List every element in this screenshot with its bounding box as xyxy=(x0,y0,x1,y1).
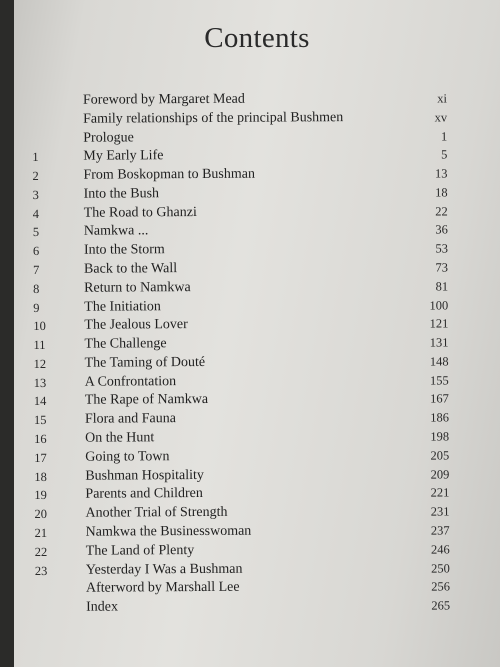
toc-entry xyxy=(15,296,500,317)
toc-entry xyxy=(15,258,500,279)
page-number: 100 xyxy=(429,298,449,313)
chapter-title: A Confrontation xyxy=(84,373,177,390)
chapter-title: Parents and Children xyxy=(85,486,203,503)
toc-entry xyxy=(17,596,500,617)
toc-entry xyxy=(15,315,500,336)
page-number: xi xyxy=(437,91,448,106)
page-number: 22 xyxy=(435,204,448,219)
chapter-title: Return to Namkwa xyxy=(84,279,191,296)
chapter-number: 13 xyxy=(33,375,47,390)
chapter-number: 7 xyxy=(32,262,40,278)
chapter-number: 15 xyxy=(33,413,47,428)
chapter-title: Going to Town xyxy=(85,448,170,465)
page-number: 231 xyxy=(430,504,450,519)
toc-entry xyxy=(16,484,500,505)
chapter-title: The Initiation xyxy=(84,298,161,315)
page-number: 5 xyxy=(441,147,448,162)
chapter-number: 14 xyxy=(33,394,47,409)
chapter-title: The Rape of Namkwa xyxy=(84,392,209,409)
page-number: 205 xyxy=(430,448,450,463)
chapter-number: 22 xyxy=(34,544,48,559)
page-number: 148 xyxy=(429,354,449,369)
page-number: 186 xyxy=(430,410,449,425)
chapter-title: Foreword by Margaret Mead xyxy=(82,91,245,108)
chapter-number: 4 xyxy=(32,206,39,221)
toc-entry xyxy=(16,352,500,373)
page-number: 36 xyxy=(435,222,448,238)
toc-entry xyxy=(16,446,500,467)
page-title: Contents xyxy=(204,22,310,54)
chapter-number: 10 xyxy=(33,319,46,334)
chapter-title: Yesterday I Was a Bushman xyxy=(85,561,243,578)
chapter-title: Into the Bush xyxy=(83,186,160,202)
chapter-title: From Boskopman to Bushman xyxy=(83,166,256,183)
book-page xyxy=(14,0,500,667)
toc-entry xyxy=(14,127,500,148)
chapter-title: Namkwa ... xyxy=(83,223,149,240)
chapter-title: My Early Life xyxy=(83,148,164,165)
chapter-title: The Road to Ghanzi xyxy=(83,204,197,221)
page-number: 1 xyxy=(440,129,448,144)
page-number: 246 xyxy=(430,542,450,557)
chapter-number: 11 xyxy=(33,338,46,353)
chapter-title: Prologue xyxy=(83,129,134,146)
chapter-number: 6 xyxy=(32,244,40,259)
page-number: 250 xyxy=(431,560,450,576)
toc-entry xyxy=(16,390,500,411)
toc-entry xyxy=(15,183,500,204)
toc-entry xyxy=(14,108,500,129)
toc-entry xyxy=(16,408,500,429)
chapter-number: 19 xyxy=(34,488,47,503)
page-number: 167 xyxy=(430,391,449,407)
chapter-number: 1 xyxy=(32,150,39,165)
toc-entry xyxy=(17,559,500,580)
toc-entry xyxy=(14,164,500,185)
toc-entry xyxy=(17,540,500,561)
chapter-number: 16 xyxy=(34,431,47,447)
toc-entry xyxy=(15,333,500,354)
page-number: 131 xyxy=(429,335,449,350)
chapter-title: The Jealous Lover xyxy=(84,317,188,334)
chapter-number: 3 xyxy=(32,187,39,202)
chapter-title: The Land of Plenty xyxy=(85,542,195,559)
chapter-title: Back to the Wall xyxy=(83,261,178,277)
chapter-title: Into the Storm xyxy=(83,242,165,258)
chapter-title: On the Hunt xyxy=(85,430,155,446)
toc-entry xyxy=(17,521,500,542)
chapter-number: 17 xyxy=(34,450,47,465)
page-number: 256 xyxy=(431,579,451,594)
page-number: 81 xyxy=(435,279,449,294)
chapter-number: 21 xyxy=(34,525,48,540)
chapter-number: 9 xyxy=(33,300,40,315)
chapter-number: 2 xyxy=(32,169,39,184)
page-number: 237 xyxy=(430,523,450,538)
toc-entry xyxy=(15,202,500,223)
chapter-number: 8 xyxy=(33,281,40,296)
toc-entry xyxy=(16,465,500,486)
page-number: 221 xyxy=(430,485,450,500)
chapter-number: 18 xyxy=(34,469,47,484)
chapter-title: Family relationships of the principal Bushmen xyxy=(83,109,344,127)
page-number: 121 xyxy=(429,316,449,331)
toc-entry xyxy=(15,221,500,242)
toc-entry xyxy=(17,577,500,598)
chapter-title: Namkwa the Businesswoman xyxy=(85,523,252,540)
chapter-title: Bushman Hospitality xyxy=(85,467,204,484)
chapter-title: Index xyxy=(86,599,119,615)
chapter-title: Afterword by Marshall Lee xyxy=(85,580,240,596)
chapter-number: 20 xyxy=(34,507,48,522)
page-number: 198 xyxy=(430,429,450,444)
toc-entry xyxy=(16,371,500,392)
toc-entry xyxy=(16,427,500,448)
chapter-title: The Taming of Douté xyxy=(84,354,206,371)
toc-entry xyxy=(15,277,500,298)
page-number: 18 xyxy=(435,185,448,200)
table-of-contents xyxy=(13,0,500,667)
toc-entry xyxy=(16,502,500,523)
toc-entry xyxy=(14,145,500,166)
page-number: 265 xyxy=(431,598,451,613)
chapter-number: 12 xyxy=(33,356,47,371)
page-number: 155 xyxy=(429,373,449,388)
chapter-title: The Challenge xyxy=(84,336,167,352)
page-number: 209 xyxy=(430,467,450,482)
page-number: 13 xyxy=(434,166,448,181)
page-number: 53 xyxy=(435,241,448,256)
page-number: 73 xyxy=(435,260,449,275)
toc-entry xyxy=(15,239,500,260)
chapter-title: Flora and Fauna xyxy=(84,411,176,427)
chapter-number: 23 xyxy=(34,563,48,578)
toc-entry xyxy=(14,89,500,110)
chapter-title: Another Trial of Strength xyxy=(85,504,228,521)
page-number: xv xyxy=(434,110,448,125)
chapter-number: 5 xyxy=(32,225,40,240)
